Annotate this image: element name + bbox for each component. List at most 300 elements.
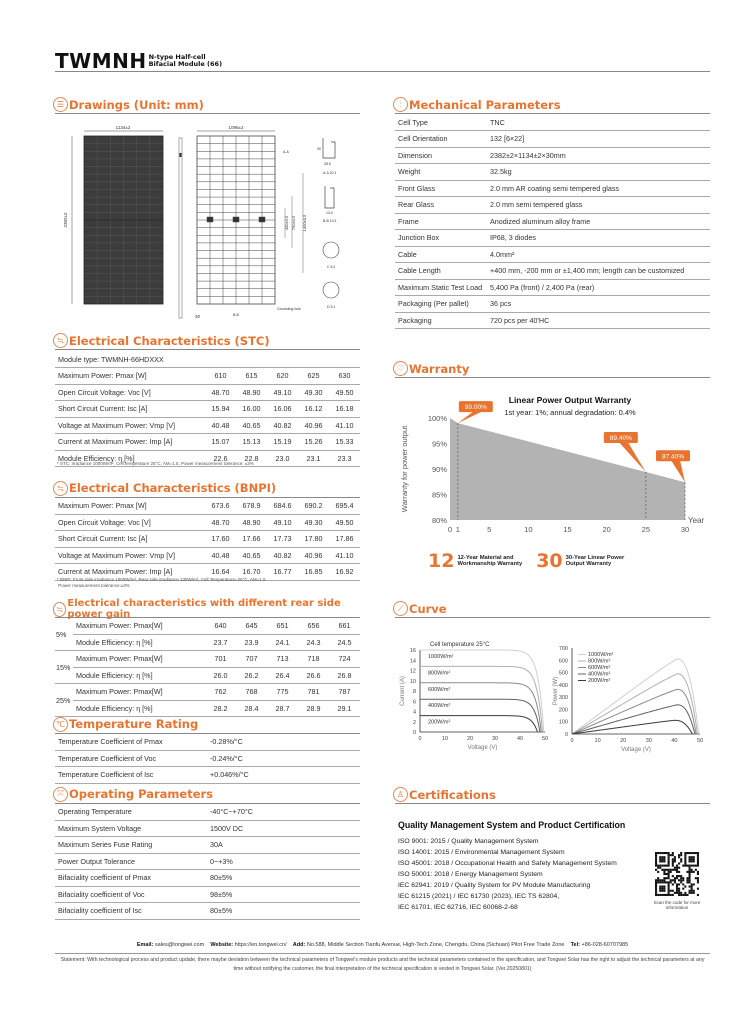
certificate-icon: ♙ [393,787,408,802]
row-label: Bifaciality coefficient of Pmax [55,870,207,887]
pv-series-line [572,689,696,734]
legend-label: 600W/m² [588,665,611,671]
series-label: 600W/m² [428,686,451,693]
cell-value: 17.60 [205,531,236,548]
cell-value: 29.1 [329,700,360,717]
section-drawings [55,96,360,114]
cell-value: 640 [205,618,236,635]
thermometer-icon: ℃ [53,717,68,732]
iv-chart-title: Cell temperature 25°C [430,642,490,648]
cell-value: 48.90 [236,514,267,531]
gain-label: 5% [55,618,73,651]
cell-value: 40.65 [236,417,267,434]
y-tick-label: 2 [412,719,416,726]
cell-value: 40.96 [298,417,329,434]
section-bnpi [55,479,360,497]
x-tick-label: 10 [524,525,533,534]
row-label: Short Circuit Current: Isc [A] [55,531,205,548]
cell-value: 40.48 [205,547,236,564]
row-value: 80±5% [207,903,360,920]
legend-label: 400W/m² [588,671,611,678]
tel-label: Tel: [570,942,580,948]
cell-value: 49.50 [329,384,360,401]
table-row [395,114,710,131]
row-label: Cable [395,246,487,263]
row-label: Weight [395,164,487,181]
table-row [55,651,360,668]
cell-value: 15.94 [205,401,236,418]
cell-value: 684.6 [267,498,298,515]
section-title: Electrical Characteristics (STC) [69,333,270,348]
cell-value: 707 [236,651,267,668]
cell-value: 678.9 [236,498,267,515]
table-row [55,434,360,451]
inner-width-label: 1096±2 [228,125,244,130]
y-tick-label: 16 [409,648,416,654]
y-axis-label: Power (W) [553,676,559,706]
warranty-chart-title: Linear Power Output Warranty [508,395,632,405]
y-tick-label: 14 [409,658,416,665]
table-row [395,230,710,247]
cell-value: 41.10 [329,417,360,434]
model-name: TWMNH [55,49,147,73]
cell-value: 23.9 [236,634,267,651]
table-row [55,750,360,767]
table-row [55,498,360,515]
cell-value: 28.4 [236,700,267,717]
cell-value: 40.82 [267,547,298,564]
certification-item: ISO 50001: 2018 / Energy Management System [398,871,543,878]
cell-value: 28.2 [205,700,236,717]
operating-table [55,803,360,920]
y-tick-label: 200 [558,707,568,714]
table-row [395,312,710,329]
certification-item: ISO 45001: 2018 / Occupational Health and Safety Management System [398,860,617,867]
y-tick-label: 12 [409,668,416,675]
cell-value: 26.2 [236,667,267,684]
table-row [55,804,360,821]
row-label: Bifaciality coefficient of Voc [55,886,207,903]
thickness-label: 30 [195,314,201,319]
cell-value: 620 [267,368,298,385]
section-title: Curve [409,601,447,616]
list-icon: ☰ [53,97,68,112]
section-curve [395,600,710,618]
cell-value: 690.2 [298,498,329,515]
y-tick-label: 700 [558,646,568,652]
module-type-row [55,351,360,368]
cell-value: 656 [298,618,329,635]
shield-icon: ♡ [393,361,408,376]
table-row [55,384,360,401]
cell-value: 28.9 [298,700,329,717]
y-tick-label: 8 [412,689,416,695]
section-stc [55,332,360,350]
row-value: 32.5kg [487,164,710,181]
x-tick-label: 20 [466,736,474,742]
cell-value: 651 [267,618,298,635]
x-tick-label: 30 [491,736,499,742]
pv-series-line [572,720,692,734]
cell-value: 16.92 [329,564,360,581]
cell-value: 49.30 [298,514,329,531]
section-title: Electrical Characteristics (BNPI) [69,481,277,495]
table-row [55,531,360,548]
table-row [55,618,360,635]
cell-value: 645 [236,618,267,635]
cell-value: 23.1 [298,450,329,467]
cell-value: 762 [205,684,236,701]
row-label: Current at Maximum Power: Imp [A] [55,564,205,581]
front-view [63,125,163,304]
row-value: 30A [207,837,360,854]
row-label: Cell Orientation [395,131,487,148]
row-label: Module Efficiency: η [%] [73,667,205,684]
cell-value: 15.26 [298,434,329,451]
c-scale-label: C 5:1 [327,265,336,269]
row-label: Voltage at Maximum Power: Vmp [V] [55,547,205,564]
x-axis-label: Voltage (V) [621,747,651,753]
y-tick-label: 6 [412,699,416,706]
warranty-area [450,418,685,520]
callout-label: 89.40% [609,435,632,443]
bnpi-note-1: * BNPI: Front side irradiance 1000W/m², Rear side irradiance 135W/m², Cell Temperature=25°C, AM=1.5 [57,577,266,582]
cell-value: 701 [205,651,236,668]
row-label: Maximum Power: Pmax [W] [55,368,205,385]
series-label: 400W/m² [428,703,451,710]
section-temperature [55,715,360,733]
module-drawing [55,118,365,323]
y-tick-label: 300 [558,695,568,702]
y-tick-label: 95% [431,439,447,449]
warranty-description [457,555,522,568]
y-tick-label: 600 [558,658,568,665]
section-title: Drawings (Unit: mm) [69,97,204,112]
row-label: Temperature Coefficient of Isc [55,767,207,784]
subtitle-line-2: Bifacial Module (66) [148,60,223,68]
cell-value: 768 [236,684,267,701]
cell-value: 15.19 [267,434,298,451]
row-value: 5,400 Pa (front) / 2,400 Pa (rear) [487,279,710,296]
cell-value: 15.07 [205,434,236,451]
desc-line: Workmanship Warranty [457,561,523,567]
cell-value: 24.3 [298,634,329,651]
cell-value: 713 [267,651,298,668]
cell-value: 718 [298,651,329,668]
x-tick-label: 50 [541,736,549,742]
x-tick-label: 30 [645,738,652,744]
x-tick-label: 20 [602,525,611,534]
d-scale-label: D 5:1 [327,305,336,309]
row-label: Maximum Power: Pmax[W] [73,651,205,668]
x-axis-label: Voltage (V) [467,745,498,751]
cell-value: 49.30 [298,384,329,401]
cell-value: 17.73 [267,531,298,548]
table-row [395,164,710,181]
row-value: 2382±2×1134±2×30mm [487,147,710,164]
bnpi-note-2: Power measurement tolerance:±3% [58,582,130,588]
qr-code[interactable] [655,852,699,896]
desc-line: 12-Year Material and [457,554,514,561]
table-row [55,700,360,717]
table-row [55,853,360,870]
certification-item: IEC 62941: 2019 / Quality System for PV Module Manufacturing [398,882,591,889]
row-value: 2.0 mm AR coating semi tempered glass [487,180,710,197]
certifications-heading: Quality Management System and Product Certification [398,820,626,830]
cell-value: 17.80 [298,531,329,548]
row-label: Maximum Power: Pmax [W] [55,498,205,515]
module-type: Module type: TWMNH-66HDXXX [55,351,360,368]
row-label: Bifaciality coefficient of Isc [55,903,207,920]
cell-value: 48.70 [205,384,236,401]
cell-value: 15.13 [236,434,267,451]
legend-label: 1000W/m² [588,652,614,658]
bb-mark: B-B [233,313,239,317]
h400-label: 400±0.5 [284,215,289,231]
callout-pointer [458,411,483,423]
x-tick-label: 0 [447,525,453,534]
row-label: Cell Type [395,114,487,131]
stc-note: * STC: Irradiance 1000W/m², Cell temperature 25°C, AM=1.5, Power measurement tolerance: ±3% [57,461,254,466]
x-tick-label: 1 [455,525,460,534]
x-tick-label: 50 [696,738,704,744]
legend-label: 800W/m² [588,658,611,665]
bb-scale-label: B-B 10:1 [323,219,337,223]
series-label: 800W/m² [428,670,451,677]
y-tick-label: 10 [409,678,416,685]
section-title: Mechanical Parameters [409,97,561,112]
row-value: 36 pcs [487,296,710,313]
grounding-label: Grounding hole [277,307,301,311]
cell-value: 49.10 [267,514,298,531]
cell-value: 23.3 [329,450,360,467]
cell-value: 26.8 [329,667,360,684]
table-row [55,903,360,920]
row-value: 1500V DC [207,820,360,837]
h1400-label: 1400±0.5 [302,214,307,232]
table-row [55,870,360,887]
x-tick-label: 40 [671,738,678,744]
x-tick-label: 5 [487,525,492,534]
sliders-icon: ⫶ [393,97,408,112]
certification-item: IEC 61215 (2021) / IEC 61730 (2023), IEC TS 62804, [398,893,560,900]
cell-value: 16.12 [298,401,329,418]
table-row [55,401,360,418]
cell-value: 40.48 [205,417,236,434]
y-axis-label: Warranty for power output [400,425,409,513]
cell-value: 16.06 [267,401,298,418]
cell-value: 673.6 [205,498,236,515]
bnpi-table [55,497,360,581]
table-row [55,886,360,903]
cell-value: 22.6 [205,450,236,467]
row-value: +0.046%/°C [207,767,360,784]
front-width-label: 1134±2 [115,125,131,130]
y-tick-label: 85% [431,490,447,500]
tel-text: +86-028-60707985 [581,942,629,948]
table-row [55,368,360,385]
website-label: Website: [210,942,234,948]
x-tick-label: 30 [680,525,690,534]
table-row [55,734,360,751]
desc-line: 30-Year Linear Power [565,554,625,561]
table-row [395,147,710,164]
cell-value: 16.77 [267,564,298,581]
y-tick-label: 500 [558,670,568,677]
email-link[interactable]: sales@tongwei.com [154,942,205,948]
cell-value: 40.96 [298,547,329,564]
table-row [395,213,710,230]
cell-value: 16.64 [205,564,236,581]
cell-value: 610 [205,368,236,385]
row-label: Voltage at Maximum Power: Vmp [V] [55,417,205,434]
row-label: Temperature Coefficient of Pmax [55,734,207,751]
desc-line: Output Warranty [565,561,612,567]
cell-value: 17.86 [329,531,360,548]
row-value: IP68, 3 diodes [487,230,710,247]
y-tick-label: 4 [412,709,416,716]
cell-value: 22.8 [236,450,267,467]
y-tick-label: 80% [431,516,447,525]
y-tick-label: 0 [564,732,568,738]
iv-curve-chart [395,635,555,755]
table-row [55,684,360,701]
sliders-icon: ≒ [53,333,68,348]
series-label: 1000W/m² [428,654,454,660]
row-value: 2.0 mm semi tempered glass [487,197,710,214]
x-tick-label: 10 [441,736,449,742]
row-label: Maximum Series Fuse Rating [55,837,207,854]
row-label: Packaging [395,312,487,329]
gain-label: 25% [55,684,73,717]
table-row [395,197,710,214]
row-label: Temperature Coefficient of Voc [55,750,207,767]
table-row [395,296,710,313]
row-value: 4.0mm² [487,246,710,263]
cell-value: 23.0 [267,450,298,467]
row-label: Dimension [395,147,487,164]
cell-value: 28.7 [267,700,298,717]
x-tick-label: 20 [620,738,627,744]
cell-value: 15.33 [329,434,360,451]
row-label: Operating Temperature [55,804,207,821]
row-value: -40°C~+70°C [207,804,360,821]
section-title: Operating Parameters [69,787,214,801]
cell-value: 16.85 [298,564,329,581]
height-label: 2382±2 [63,212,68,228]
row-label: Cable Length [395,263,487,280]
table-row [55,820,360,837]
x-tick-label: 10 [594,738,601,744]
aa-width-label: 28.5 [324,162,331,166]
cell-value: 16.00 [236,401,267,418]
qr-caption: Scan the code for more information [653,900,701,910]
cell-value: 724 [329,651,360,668]
row-value: -0.24%/°C [207,750,360,767]
warranty-description [566,555,625,568]
certification-item: ISO 9001: 2015 / Quality Management System [398,838,539,845]
document-header [55,48,710,72]
row-label: Rear Glass [395,197,487,214]
x-tick-label: 25 [641,525,651,534]
x-tick-label: 0 [418,736,422,742]
y-tick-label: 90% [431,465,447,474]
gain-table [55,617,360,717]
table-row [55,837,360,854]
row-label: Packaging (Per pallet) [395,296,487,313]
table-row [55,634,360,651]
website-link[interactable]: https://en.tongwei.cn/ [234,942,287,948]
cell-value: 26.0 [205,667,236,684]
cell-value: 17.66 [236,531,267,548]
row-label: Maximum Static Test Load [395,279,487,296]
row-label: Power Output Tolerance [55,853,207,870]
row-label: Module Efficiency: η [%] [73,634,205,651]
cell-value: 23.7 [205,634,236,651]
row-value: +400 mm, -200 mm or ±1,400 mm; length can be customized [487,263,710,280]
cell-value: 630 [329,368,360,385]
cell-value: 40.82 [267,417,298,434]
expand-icon: ⤧ [53,787,68,802]
cell-value: 26.4 [267,667,298,684]
table-row [395,246,710,263]
cell-value: 615 [236,368,267,385]
legend-label: 200W/m² [588,678,611,684]
temperature-table [55,733,360,784]
row-label: Current at Maximum Power: Imp [A] [55,434,205,451]
callout-label: 99.00% [464,404,487,412]
row-label: Open Circuit Voltage: Voc [V] [55,514,205,531]
x-tick-label: 0 [570,738,574,744]
aa-mark: A-A [283,150,289,154]
table-row [55,514,360,531]
cell-value: 775 [267,684,298,701]
address-text: No.588, Middle Section Tianfu Avenue, High-Tech Zone, Chengdu, China (Sichuan) Pilot Free Trade Zone [306,942,565,948]
row-label: Short Circuit Current: Isc [A] [55,401,205,418]
h790-label: 790±0.5 [291,215,296,231]
certification-item: ISO 14001: 2015 / Environmental Management System [398,849,565,856]
back-view [197,125,307,317]
row-value: 98±5% [207,886,360,903]
cell-value: 781 [298,684,329,701]
statement: Statement: With technological process and product update, there maybe deviation between the technical parameters of Tongwei's module products and the technical parameters contained in the specification, and Tongwei Solar has the right to adjust the technical parameters at any time without notifying the customer, the final interpretation of the technical specification is vested in Tongwei Solar. (Ver.20250801) [60,957,705,972]
warranty-chart-subtitle: 1st year: 1%; annual degradation: 0.4% [504,408,636,417]
row-value: 80±5% [207,870,360,887]
line-chart-icon: ⟋ [393,601,408,616]
row-label: Frame [395,213,487,230]
gain-label: 15% [55,651,73,684]
table-row [395,180,710,197]
table-row [395,279,710,296]
cell-value: 26.6 [298,667,329,684]
warranty-years: 12 [428,550,455,572]
sliders-icon: ≒ [53,602,66,617]
row-value: 720 pcs per 40'HC [487,312,710,329]
cell-value: 48.90 [236,384,267,401]
x-tick-label: 40 [516,736,524,742]
mechanical-table [395,114,710,329]
warranty-badges [428,550,638,572]
certification-item: IEC 61701, IEC 62716, IEC 60068-2-68 [398,904,518,911]
bnpi-note [57,577,266,588]
pv-series-line [572,705,695,734]
contact-footer [55,942,710,954]
aa-height-label: 30 [317,147,321,151]
cell-value: 16.70 [236,564,267,581]
model-subtitle [149,54,222,68]
cell-value: 695.4 [329,498,360,515]
sliders-icon: ≒ [53,481,68,496]
